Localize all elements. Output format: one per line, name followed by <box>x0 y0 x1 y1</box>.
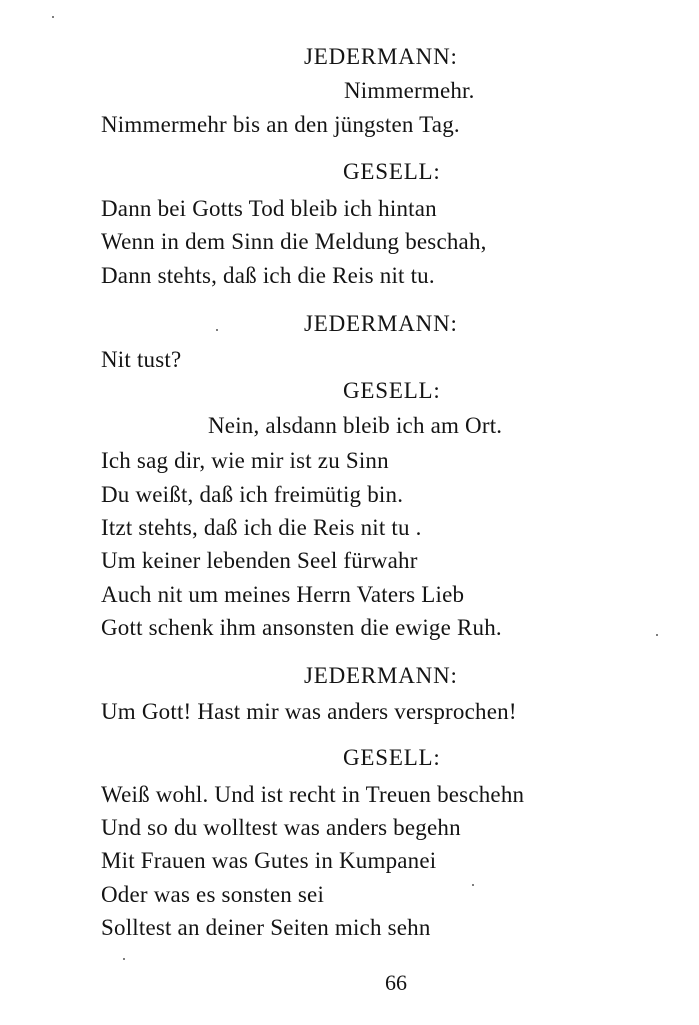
verse-line: Nein, alsdann bleib ich am Ort. <box>208 413 503 438</box>
scan-speck <box>656 634 658 636</box>
speaker-gesell: GESELL: <box>343 159 441 184</box>
verse-line: Oder was es sonsten sei <box>101 882 325 907</box>
scan-speck <box>123 958 125 960</box>
verse-line: Solltest an deiner Seiten mich sehn <box>101 915 431 940</box>
verse-line: Itzt stehts, daß ich die Reis nit tu . <box>101 515 422 540</box>
scan-speck <box>216 329 218 331</box>
verse-line: Mit Frauen was Gutes in Kumpanei <box>101 848 437 873</box>
speaker-jedermann: JEDERMANN: <box>304 44 458 69</box>
scan-speck <box>52 16 54 18</box>
verse-line: Nimmermehr. <box>344 78 475 103</box>
verse-line: Du weißt, daß ich freimütig bin. <box>101 482 404 507</box>
verse-line: Ich sag dir, wie mir ist zu Sinn <box>101 448 389 473</box>
verse-line: Um keiner lebenden Seel fürwahr <box>101 548 418 573</box>
verse-line: Wenn in dem Sinn die Meldung beschah, <box>101 229 487 254</box>
page-number: 66 <box>385 970 407 995</box>
verse-line: Nit tust? <box>101 347 182 372</box>
speaker-jedermann: JEDERMANN: <box>304 311 458 336</box>
verse-line: Weiß wohl. Und ist recht in Treuen beschehn <box>101 782 525 807</box>
verse-line: Nimmermehr bis an den jüngsten Tag. <box>101 112 460 137</box>
verse-line: Dann bei Gotts Tod bleib ich hintan <box>101 196 437 221</box>
verse-line: Um Gott! Hast mir was anders versprochen! <box>101 699 517 724</box>
verse-line: Auch nit um meines Herrn Vaters Lieb <box>101 582 465 607</box>
speaker-jedermann: JEDERMANN: <box>304 663 458 688</box>
verse-line: Und so du wolltest was anders begehn <box>101 815 461 840</box>
speaker-gesell: GESELL: <box>343 745 441 770</box>
speaker-gesell: GESELL: <box>343 378 441 403</box>
scan-speck <box>472 884 474 886</box>
verse-line: Dann stehts, daß ich die Reis nit tu. <box>101 263 435 288</box>
verse-line: Gott schenk ihm ansonsten die ewige Ruh. <box>101 615 502 640</box>
